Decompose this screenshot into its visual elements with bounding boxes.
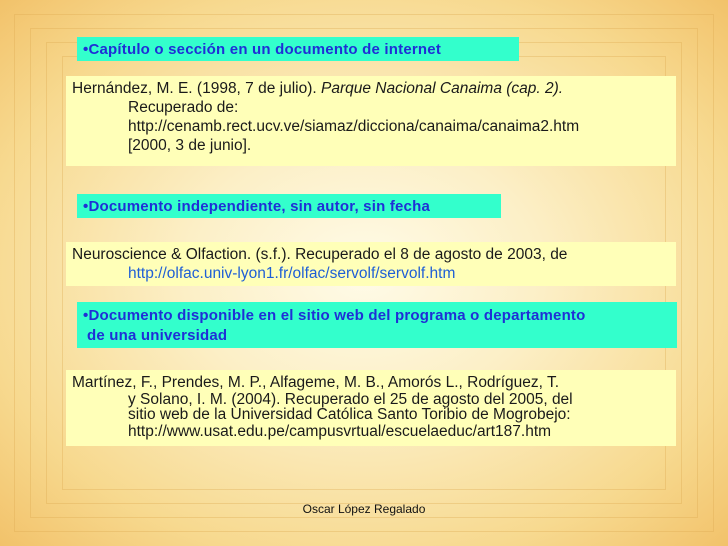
- heading-text-line-1: Documento disponible en el sitio web del programa o departamento: [88, 307, 586, 324]
- bullet-icon: •: [83, 41, 89, 58]
- reference-url: http://cenamb.rect.ucv.ve/siamaz/dicciona/canaima/canaima2.htm: [128, 118, 580, 135]
- reference-line-2: y Solano, I. M. (2004). Recuperado el 25 de agosto del 2005, del: [128, 391, 573, 408]
- reference-author: Hernández, M. E. (1998, 7 de julio).: [72, 80, 321, 97]
- heading-internet-chapter: [77, 37, 519, 61]
- reference-date: [2000, 3 de junio].: [128, 137, 252, 154]
- reference-line-2: Recuperado de:: [128, 99, 239, 116]
- reference-line-3: sitio web de la Universidad Católica Santo Toribio de Mogrobejo:: [128, 406, 571, 423]
- heading-independent-document: [77, 194, 501, 218]
- reference-entry-1: [66, 76, 676, 166]
- footer-author: Oscar López Regalado: [302, 502, 426, 516]
- reference-entry-2: [66, 242, 676, 286]
- bullet-icon: •: [83, 198, 89, 215]
- reference-title: Parque Nacional Canaima (cap. 2).: [321, 80, 564, 97]
- bullet-icon: •: [83, 307, 89, 324]
- reference-line-1: Martínez, F., Prendes, M. P., Alfageme, M. B., Amorós L., Rodríguez, T.: [72, 374, 560, 391]
- reference-link[interactable]: http://olfac.univ-lyon1.fr/olfac/servolf/servolf.htm: [128, 265, 456, 282]
- reference-entry-3: [66, 370, 676, 446]
- heading-text: Documento independiente, sin autor, sin fecha: [88, 198, 431, 215]
- reference-line-1: Neuroscience & Olfaction. (s.f.). Recuperado el 8 de agosto de 2003, de: [72, 246, 568, 263]
- heading-text: Capítulo o sección en un documento de internet: [88, 41, 442, 58]
- reference-url: http://www.usat.edu.pe/campusvrtual/escuelaeduc/art187.htm: [128, 423, 552, 440]
- heading-text-line-2: de una universidad: [87, 327, 228, 344]
- heading-university-website: [77, 302, 677, 348]
